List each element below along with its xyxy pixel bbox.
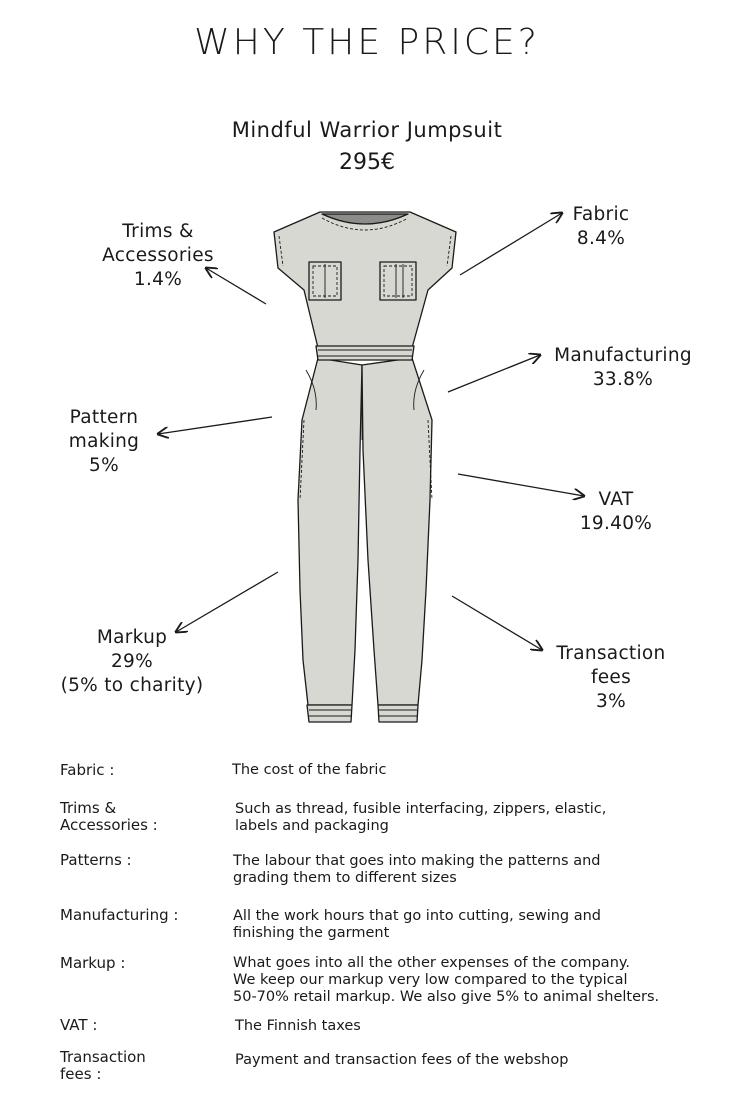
legend-desc-markup [233, 955, 659, 1006]
legend-desc-manufacturing [233, 908, 601, 942]
callout-pattern-line2: making [68, 431, 140, 452]
callout-trims [88, 220, 228, 292]
legend-desc-manufacturing-line1: All the work hours that go into cutting, sewing and [233, 908, 602, 924]
callout-transaction-percent: 3% [596, 691, 626, 712]
callout-vat [556, 488, 676, 536]
legend-desc-markup-line2: We keep our markup very low compared to the typical [233, 972, 628, 988]
legend-desc-fabric: The cost of the fabric [232, 762, 387, 778]
product-name: Mindful Warrior Jumpsuit [231, 118, 503, 142]
legend-term-trims-line2: Accessories : [60, 816, 158, 834]
legend-desc-patterns-line2: grading them to different sizes [233, 870, 457, 886]
callout-manufacturing-percent: 33.8% [592, 369, 654, 390]
right-pocket [380, 262, 416, 300]
legend-term-transaction [60, 1049, 146, 1083]
legend-desc-transaction: Payment and transaction fees of the webshop [235, 1052, 569, 1068]
callout-markup [50, 626, 214, 698]
legend-desc-markup-line1: What goes into all the other expenses of the company. [233, 955, 631, 971]
legend-desc-vat: The Finnish taxes [235, 1018, 361, 1034]
callout-transaction [546, 642, 676, 714]
legend-desc-trims [235, 801, 606, 835]
arrow-manufacturing [448, 355, 540, 392]
left-leg [298, 358, 362, 705]
callout-markup-percent: 29% [110, 651, 154, 672]
bodice [274, 212, 456, 348]
callout-pattern-percent: 5% [89, 455, 119, 476]
legend-term-vat: VAT : [60, 1016, 98, 1034]
callout-trims-line1: Trims & [122, 221, 194, 242]
legend-term-manufacturing: Manufacturing : [60, 906, 179, 924]
arrow-pattern [158, 417, 272, 434]
callout-vat-label: VAT [598, 489, 634, 510]
callout-pattern [44, 406, 164, 478]
product-price: 295€ [339, 150, 395, 175]
callout-transaction-line2: fees [590, 667, 632, 688]
arrow-transaction [452, 596, 542, 650]
callout-markup-note: (5% to charity) [60, 675, 204, 696]
callout-vat-percent: 19.40% [579, 513, 653, 534]
left-cuff [307, 705, 352, 722]
legend-term-transaction-line1: Transaction [60, 1048, 146, 1066]
right-cuff [378, 705, 418, 722]
callout-manufacturing-label: Manufacturing [554, 345, 692, 366]
legend-term-transaction-line2: fees : [60, 1065, 102, 1083]
legend-desc-patterns-line1: The labour that goes into making the patterns and [233, 853, 601, 869]
legend-desc-trims-line1: Such as thread, fusible interfacing, zippers, elastic, [235, 801, 607, 817]
legend-desc-trims-line2: labels and packaging [235, 818, 389, 834]
callout-transaction-line1: Transaction [556, 643, 666, 664]
callout-manufacturing [538, 344, 708, 392]
arrow-markup [176, 572, 278, 632]
legend-term-trims [60, 800, 158, 834]
waistband [316, 346, 414, 360]
right-leg [362, 358, 432, 705]
callout-pattern-line1: Pattern [69, 407, 139, 428]
legend-desc-markup-line3: 50-70% retail markup. We also give 5% to animal shelters. [233, 989, 660, 1005]
callout-trims-line2: Accessories [102, 245, 214, 266]
legend-term-markup: Markup : [60, 954, 126, 972]
callout-fabric-percent: 8.4% [576, 228, 626, 249]
legend-desc-patterns [233, 853, 601, 887]
callout-markup-label: Markup [96, 627, 168, 648]
callout-fabric-label: Fabric [572, 204, 630, 225]
page-title: WHY THE PRICE? [194, 22, 540, 63]
legend-term-fabric: Fabric : [60, 761, 115, 779]
legend-term-patterns: Patterns : [60, 851, 132, 869]
legend-term-trims-line1: Trims & [60, 799, 117, 817]
callout-fabric [541, 203, 661, 251]
legend-desc-manufacturing-line2: finishing the garment [233, 925, 390, 941]
callout-trims-percent: 1.4% [133, 269, 183, 290]
